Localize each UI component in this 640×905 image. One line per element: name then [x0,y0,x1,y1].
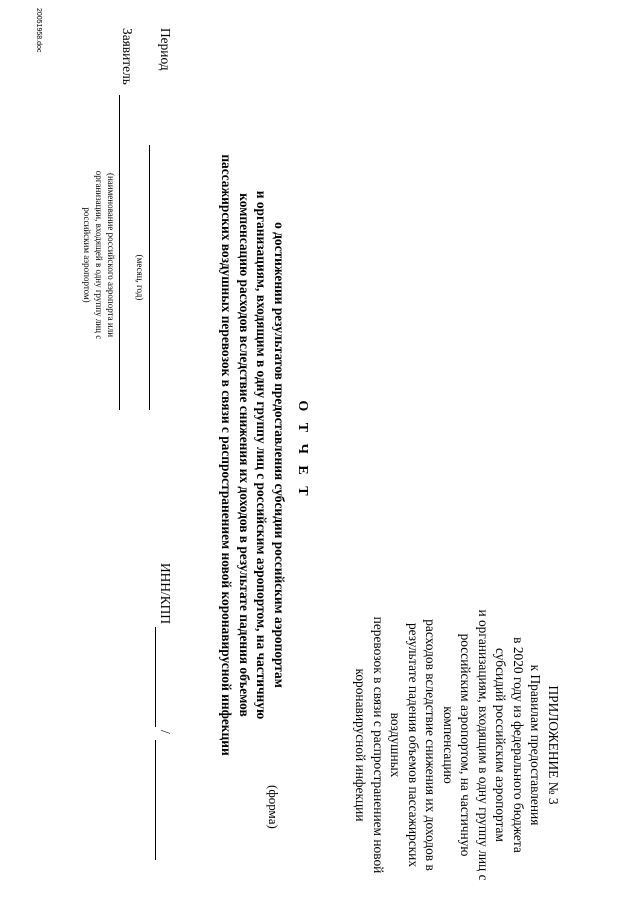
appendix-line: российским аэропортом, на частичную компенсацию [441,633,474,857]
report-title: О Т Ч Е Т [295,400,310,500]
subtitle-line: о достижении результатов предоставления субсидии российским аэропортам [272,222,287,688]
kpp-field-line[interactable] [155,740,156,860]
applicant-hint-line: российским аэропортом) [82,207,92,303]
period-hint: (месяц, год) [135,254,145,301]
appendix-line: к Правилам предоставления [528,664,544,826]
appendix-line: коронавирусной инфекции [353,668,369,822]
subtitle-line: и организациям, входящим в одну группу лиц с российским аэропортом, на частичную [254,190,270,720]
subtitle-line: компенсацию расходов вследствие снижения их доходов в результате падения объемов [237,193,252,717]
inn-kpp-label: ИНН/КПП [158,563,173,625]
applicant-hint [81,110,117,400]
form-label: (форма) [266,785,281,829]
inn-field-line[interactable] [155,627,156,727]
appendix-line: субсидий российским аэропортам [493,648,509,842]
report-subtitle [218,55,288,855]
subtitle-line: пассажирских воздушных перевозок в связи с распространением новой коронавирусной инфекции [219,154,235,756]
document-code: 20051958.doc [35,8,42,53]
period-field-line[interactable] [149,145,150,410]
appendix-line: в 2020 году из федерального бюджета [511,637,526,853]
inn-kpp-separator: / [158,730,173,734]
appendix-line: и организациям, входящим в одну группу лиц с [476,609,491,881]
period-label: Период [158,28,173,71]
appendix-line: расходов вследствие снижения их доходов в [423,619,439,871]
applicant-hint-line: (наименование российского аэропорта или [106,172,116,338]
appendix-heading: ПРИЛОЖЕНИЕ № 3 [546,685,561,805]
appendix-line: результате падения объемов пассажирских воздушных [388,622,421,868]
applicant-field-line[interactable] [119,95,120,410]
appendix-line: перевозок в связи с распространением новой [371,616,386,874]
applicant-label: Заявитель [120,28,135,85]
appendix-block [352,600,562,890]
applicant-hint-line: организации, входящей в одну группу лиц с [94,170,104,340]
